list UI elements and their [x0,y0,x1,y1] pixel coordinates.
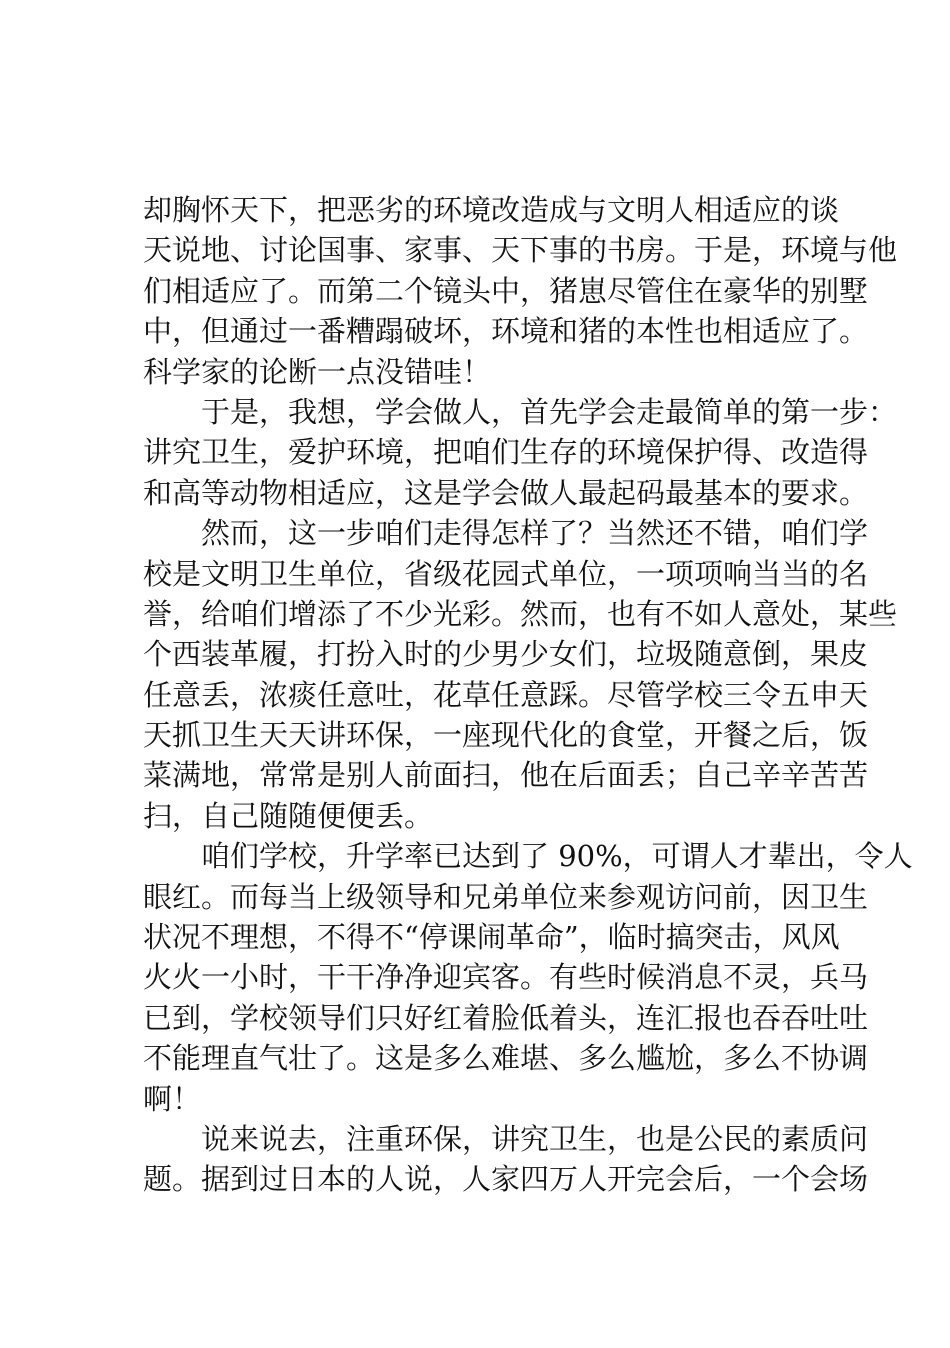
text-line: 个西装革履，打扮入时的少男少女们，垃圾随意倒，果皮 [143,637,869,672]
text-line: 然而，这一步咱们走得怎样了？当然还不错，咱们学 [201,516,869,551]
text-line: 校是文明卫生单位，省级花园式单位，一项项响当当的名 [143,556,869,591]
text-line: 于是，我想，学会做人，首先学会走最简单的第一步： [201,394,898,429]
document-body [143,190,913,1200]
text-line: 中，但通过一番糟蹋破坏，环境和猪的本性也相适应了。 [143,314,869,349]
text-line: 已到，学校领导们只好红着脸低着头，连汇报也吞吞吐吐 [143,1000,869,1035]
text-line: 任意丢，浓痰任意吐，花草任意踩。尽管学校三令五申天 [143,677,869,712]
text-line: 讲究卫生，爱护环境，把咱们生存的环境保护得、改造得 [143,435,869,470]
text-line: 啊！ [143,1081,202,1116]
text-line: 誉，给咱们增添了不少光彩。然而，也有不如人意处，某些 [143,596,898,631]
text-line: 咱们学校，升学率已达到了 90%，可谓人才辈出，令人 [201,839,913,874]
text-line: 和高等动物相适应，这是学会做人最起码最基本的要求。 [143,475,869,510]
text-line: 们相适应了。而第二个镜头中，猪崽尽管住在豪华的别墅 [143,273,869,308]
text-line: 题。据到过日本的人说，人家四万人开完会后，一个会场 [143,1162,869,1197]
text-line: 火火一小时，干干净净迎宾客。有些时候消息不灵，兵马 [143,960,869,995]
text-line: 天抓卫生天天讲环保，一座现代化的食堂，开餐之后，饭 [143,718,869,753]
text-line: 扫，自己随随便便丢。 [143,798,434,833]
text-line: 眼红。而每当上级领导和兄弟单位来参观访问前，因卫生 [143,879,869,914]
text-line: 却胸怀天下，把恶劣的环境改造成与文明人相适应的谈 [143,193,840,227]
text-line: 菜满地，常常是别人前面扫，他在后面丢；自己辛辛苦苦 [143,758,869,793]
text-line: 科学家的论断一点没错哇！ [143,354,492,389]
text-line: 天说地、讨论国事、家事、天下事的书房。于是，环境与他 [143,233,898,268]
text-line: 说来说去，注重环保，讲究卫生，也是公民的素质问 [201,1121,869,1156]
text-line: 状况不理想，不得不“停课闹革命”，临时搞突击，风风 [143,920,840,955]
text-line: 不能理直气壮了。这是多么难堪、多么尴尬，多么不协调 [143,1041,869,1076]
